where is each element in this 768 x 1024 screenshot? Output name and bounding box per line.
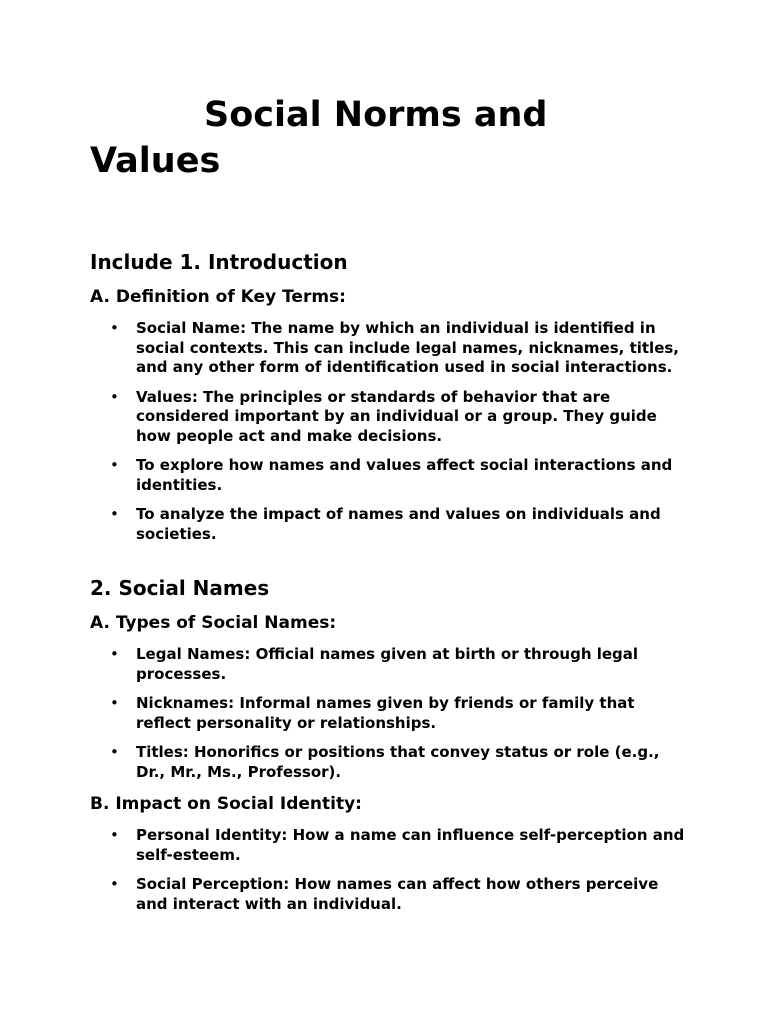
bullet-icon: • — [110, 319, 119, 337]
section-heading-social-names: 2. Social Names — [90, 576, 270, 600]
section-heading-introduction: Include 1. Introduction — [90, 250, 348, 274]
title-line-2: Values — [90, 141, 221, 181]
bullet-icon: • — [110, 875, 119, 893]
subsection-heading-types: A. Types of Social Names: — [90, 613, 337, 633]
list-item: • Titles: Honorifics or positions that convey status or role (e.g., Dr., Mr., Ms., Professor). — [110, 743, 660, 781]
list-item: • Social Perception: How names can affect how others perceive and interact with an individual. — [110, 875, 659, 913]
list-item: • To analyze the impact of names and values on individuals and societies. — [110, 505, 661, 543]
list-item: • Values: The principles or standards of behavior that are considered important by an individual or a group. They guide how people act and make decisions. — [110, 387, 657, 445]
bullet-icon: • — [110, 456, 119, 474]
impact-list — [90, 826, 690, 924]
bullet-icon: • — [110, 645, 119, 663]
types-list — [90, 645, 690, 792]
list-item: • To explore how names and values affect social interactions and identities. — [110, 456, 673, 494]
document-title — [90, 92, 690, 184]
title-line-1: Social Norms and — [204, 95, 548, 135]
bullet-icon: • — [110, 387, 119, 406]
list-item: • Personal Identity: How a name can influence self-perception and self-esteem. — [110, 826, 685, 864]
bullet-icon: • — [110, 694, 119, 712]
subsection-heading-impact: B. Impact on Social Identity: — [90, 794, 362, 814]
bullet-icon: • — [110, 826, 119, 844]
bullet-icon: • — [110, 743, 119, 761]
definitions-list — [90, 319, 690, 554]
list-item: • Social Name: The name by which an individual is identified in social contexts. This can include legal names, nicknames, titles, and any other form of identification used in social interactions. — [110, 319, 680, 376]
bullet-icon: • — [110, 505, 119, 523]
subsection-heading-definitions: A. Definition of Key Terms: — [90, 287, 346, 307]
list-item: • Nicknames: Informal names given by friends or family that reflect personality or relationships. — [110, 694, 635, 732]
list-item: • Legal Names: Official names given at birth or through legal processes. — [110, 645, 639, 683]
